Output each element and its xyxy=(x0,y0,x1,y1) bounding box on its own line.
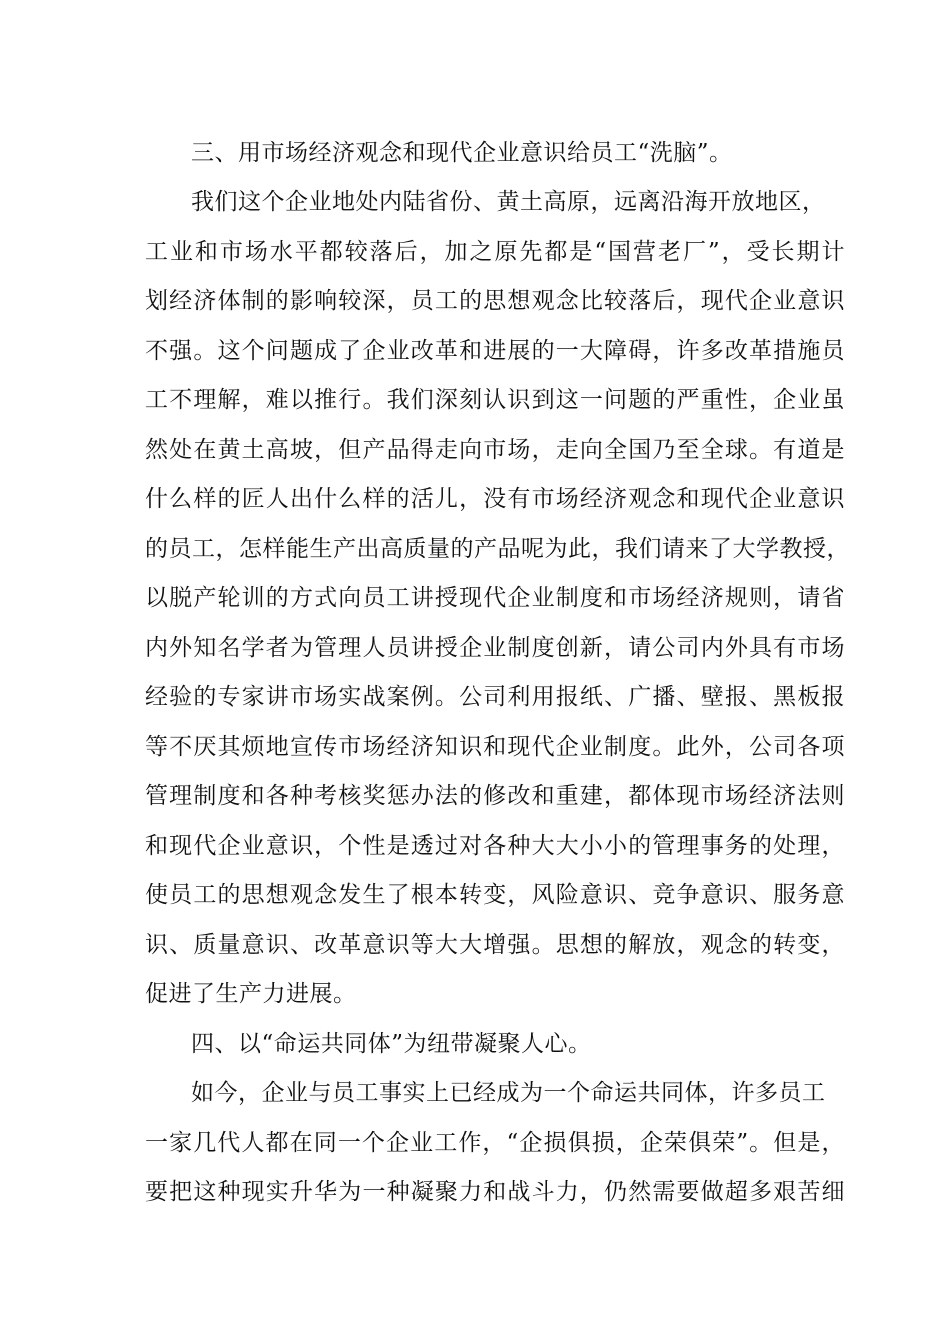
paragraph-line: 经验的专家讲市场实战案例。公司利用报纸、广播、壁报、黑板报 xyxy=(145,684,845,710)
paragraph-line: 不强。这个问题成了企业改革和进展的一大障碍，许多改革措施员 xyxy=(145,338,845,364)
paragraph-line: 促进了生产力进展。 xyxy=(145,981,357,1007)
paragraph-line: 工业和市场水平都较落后，加之原先都是“国营老厂”，受长期计 xyxy=(145,239,845,265)
section-heading-four: 四、以“命运共同体”为纽带凝聚人心。 xyxy=(191,1031,592,1057)
paragraph-line: 的员工，怎样能生产出高质量的产品呢为此，我们请来了大学教授， xyxy=(145,536,850,562)
paragraph-line: 然处在黄土高坡，但产品得走向市场，走向全国乃至全球。有道是 xyxy=(145,437,845,463)
paragraph-line: 内外知名学者为管理人员讲授企业制度创新，请公司内外具有市场 xyxy=(145,635,845,661)
paragraph-line: 要把这种现实升华为一种凝聚力和战斗力，仍然需要做超多艰苦细 xyxy=(145,1179,845,1205)
paragraph-line: 什么样的匠人出什么样的活儿，没有市场经济观念和现代企业意识 xyxy=(145,486,845,512)
paragraph-line: 识、质量意识、改革意识等大大增强。思想的解放，观念的转变， xyxy=(145,932,845,958)
paragraph-line: 以脱产轮训的方式向员工讲授现代企业制度和市场经济规则，请省 xyxy=(145,585,845,611)
paragraph-line: 等不厌其烦地宣传市场经济知识和现代企业制度。此外，公司各项 xyxy=(145,734,845,760)
paragraph-line: 管理制度和各种考核奖惩办法的修改和重建，都体现市场经济法则 xyxy=(145,783,845,809)
section-heading-three: 三、用市场经济观念和现代企业意识给员工“洗脑”。 xyxy=(191,140,733,166)
paragraph-line: 使员工的思想观念发生了根本转变，风险意识、竞争意识、服务意 xyxy=(145,882,845,908)
paragraph-line: 划经济体制的影响较深，员工的思想观念比较落后，现代企业意识 xyxy=(145,288,845,314)
paragraph-line: 一家几代人都在同一个企业工作，“企损俱损，企荣俱荣”。但是， xyxy=(145,1130,845,1156)
paragraph-line: 工不理解，难以推行。我们深刻认识到这一问题的严重性，企业虽 xyxy=(145,387,845,413)
paragraph-line: 我们这个企业地处内陆省份、黄土高原，远离沿海开放地区， xyxy=(191,189,826,215)
paragraph-line: 如今，企业与员工事实上已经成为一个命运共同体，许多员工 xyxy=(191,1080,826,1106)
paragraph-line: 和现代企业意识，个性是透过对各种大大小小的管理事务的处理， xyxy=(145,833,845,859)
